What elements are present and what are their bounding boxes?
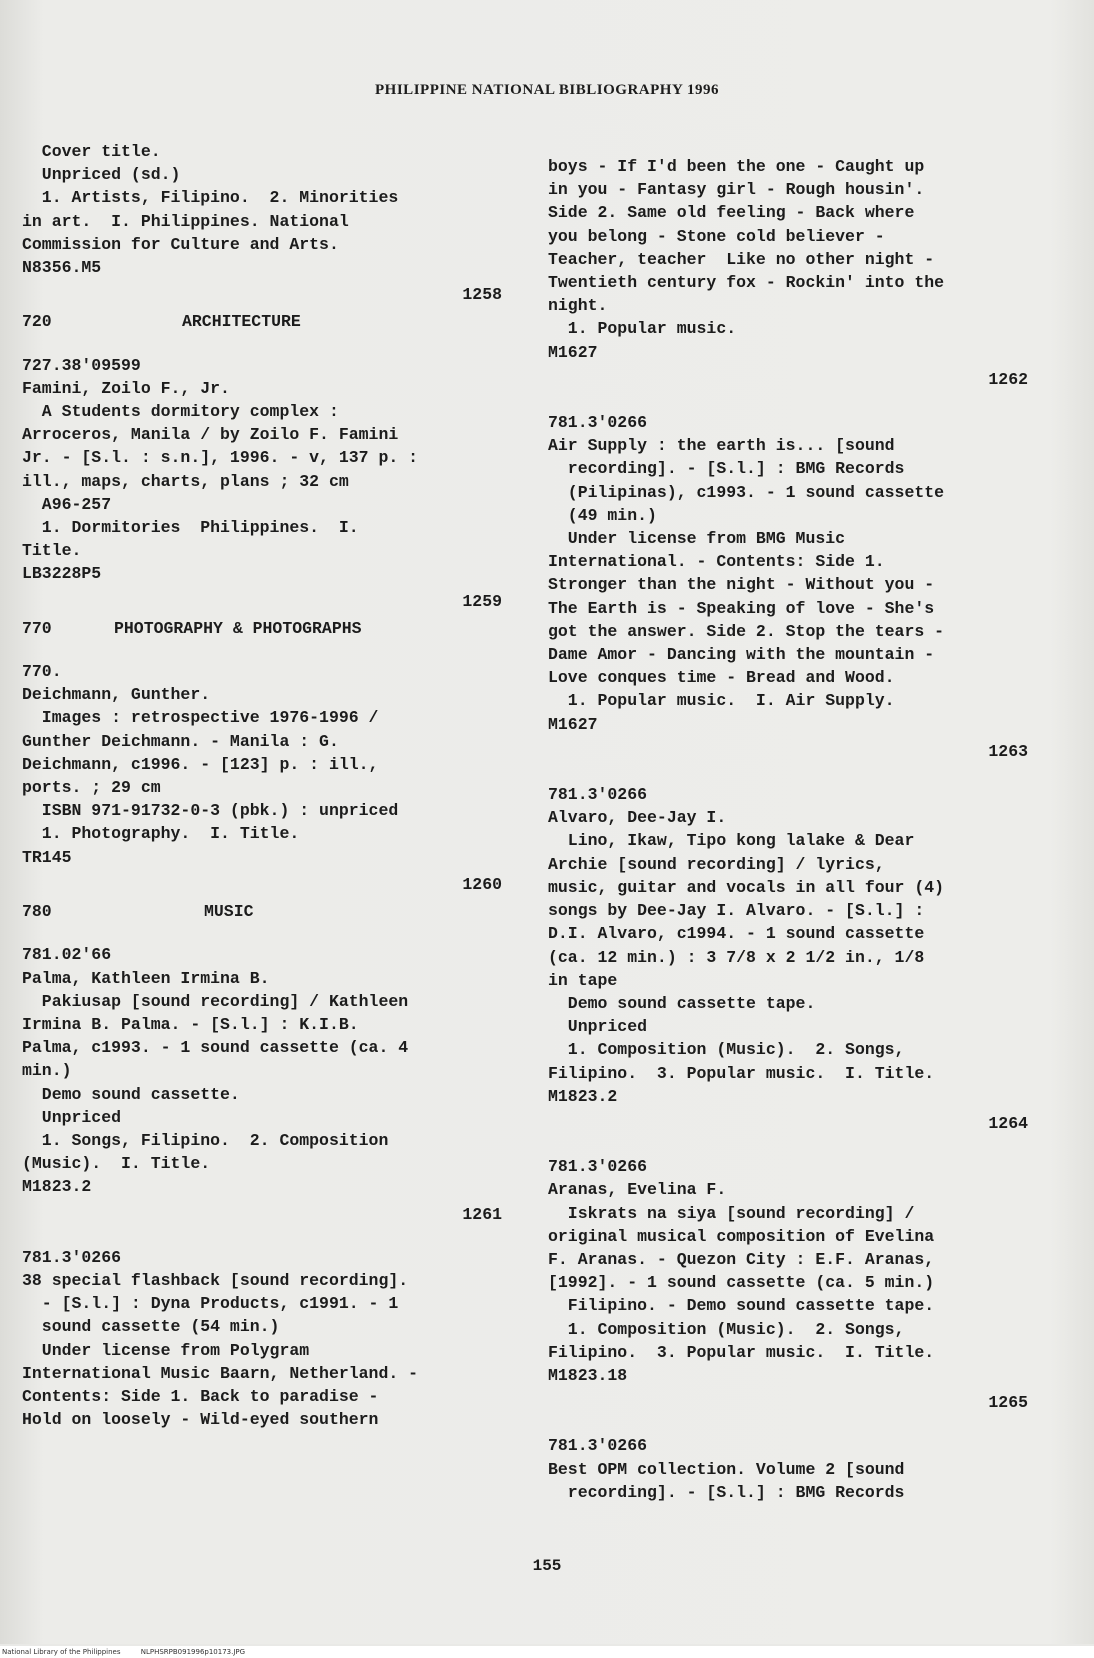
entry-number-1263: 1263 [988,741,1028,761]
text-line: Filipino. 3. Popular music. I. Title. [548,1342,935,1362]
text-line: Love conques time - Bread and Wood. [548,668,895,688]
text-line: 1. Songs, Filipino. 2. Composition [22,1130,389,1150]
text-line: Filipino. - Demo sound cassette tape. [548,1296,935,1316]
text-line: - [S.l.] : Dyna Products, c1991. - 1 [22,1294,399,1314]
text-line: TR145 [22,847,72,867]
text-line: Air Supply : the earth is... [sound [548,436,895,456]
text-line: ISBN 971-91732-0-3 (pbk.) : unpriced [22,801,399,821]
text-line: 781.3'0266 [548,1436,648,1456]
text-line: Images : retrospective 1976-1996 / [22,708,379,728]
text-line: Lino, Ikaw, Tipo kong lalake & Dear [548,831,915,851]
text-line: International. - Contents: Side 1. [548,552,885,572]
text-line: Best OPM collection. Volume 2 [sound [548,1459,905,1479]
section-code: 780 [22,902,52,922]
text-line: music, guitar and vocals in all four (4) [548,877,945,897]
text-line: recording]. - [S.l.] : BMG Records [548,1482,905,1502]
text-line: N8356.M5 [22,258,102,278]
left-column [22,140,512,1431]
text-line: min.) [22,1061,72,1081]
section-780-heading [22,900,512,923]
page-number: 155 [532,1557,562,1575]
text-line: Arroceros, Manila / by Zoilo F. Famini [22,425,399,445]
text-line: Filipino. 3. Popular music. I. Title. [548,1063,935,1083]
text-line: recording]. - [S.l.] : BMG Records [548,459,905,479]
text-line: The Earth is - Speaking of love - She's [548,598,935,618]
text-line: Pakiusap [sound recording] / Kathleen [22,991,409,1011]
text-line: Iskrats na siya [sound recording] / [548,1203,915,1223]
entry-number-1258: 1258 [462,285,502,305]
text-line: 1. Popular music. I. Air Supply. [548,691,895,711]
section-title: ARCHITECTURE [182,312,301,332]
text-line: Under license from Polygram [22,1340,310,1360]
text-line: (Music). I. Title. [22,1154,211,1174]
text-line: you belong - Stone cold believer - [548,226,885,246]
text-line: 781.3'0266 [548,1157,648,1177]
text-line: sound cassette (54 min.) [22,1317,280,1337]
section-title: PHOTOGRAPHY & PHOTOGRAPHS [114,618,362,638]
text-line: Palma, Kathleen Irmina B. [22,968,270,988]
text-line: got the answer. Side 2. Stop the tears - [548,621,945,641]
text-line: 781.02'66 [22,945,112,965]
text-line: Famini, Zoilo F., Jr. [22,378,230,398]
text-line: (Pilipinas), c1993. - 1 sound cassette [548,482,945,502]
text-line: LB3228P5 [22,564,102,584]
entry-1257-tail [22,140,512,279]
entry-1260 [22,943,512,1198]
section-770-heading [22,617,512,640]
text-line: M1627 [548,714,598,734]
text-line: Teacher, teacher Like no other night - [548,249,935,269]
text-line: Side 2. Same old feeling - Back where [548,203,915,223]
text-line: boys - If I'd been the one - Caught up [548,157,925,176]
text-line: Archie [sound recording] / lyrics, [548,854,885,874]
text-line: 781.3'0266 [548,413,648,433]
text-line: Under license from BMG Music [548,529,846,549]
text-line: in tape [548,970,618,990]
entry-number-1262: 1262 [988,369,1028,389]
entry-1262 [548,411,1038,736]
text-line: ports. ; 29 cm [22,778,161,798]
text-line: Demo sound cassette tape. [548,993,816,1013]
text-line: Deichmann, c1996. - [123] p. : ill., [22,754,379,774]
text-line: [1992]. - 1 sound cassette (ca. 5 min.) [548,1273,935,1293]
section-title: MUSIC [204,902,254,922]
text-line: 781.3'0266 [548,785,648,805]
text-line: Demo sound cassette. [22,1084,240,1104]
scan-footer [0,1646,1094,1658]
entry-number-1261: 1261 [462,1204,502,1224]
text-line: Stronger than the night - Without you - [548,575,935,595]
text-line: D.I. Alvaro, c1994. - 1 sound cassette [548,924,925,944]
text-line: 38 special flashback [sound recording]. [22,1270,409,1290]
text-line: Twentieth century fox - Rockin' into the [548,273,945,293]
right-column [548,155,1038,1504]
footer-file: NLPHSRPB091996p10173.JPG [140,1648,246,1656]
text-line: in art. I. Philippines. National [22,211,349,231]
entry-1263 [548,783,1038,1108]
text-line: Title. [22,541,82,561]
text-line: Aranas, Evelina F. [548,1180,727,1200]
text-line: M1823.2 [548,1086,618,1106]
text-line: Dame Amor - Dancing with the mountain - [548,645,935,665]
text-line: Hold on loosely - Wild-eyed southern [22,1410,379,1430]
text-line: M1627 [548,342,598,362]
text-line: Unpriced (sd.) [22,165,181,185]
text-line: in you - Fantasy girl - Rough housin'. [548,180,925,200]
entry-1265 [548,1434,1038,1504]
footer-library: National Library of the Philippines [2,1648,121,1656]
text-line: M1823.18 [548,1365,628,1385]
entry-1261 [22,1246,512,1432]
section-code: 720 [22,312,52,332]
text-line: original musical composition of Evelina [548,1226,935,1246]
text-line: Jr. - [S.l. : s.n.], 1996. - v, 137 p. : [22,448,419,468]
text-line: 1. Composition (Music). 2. Songs, [548,1319,905,1339]
text-line: ill., maps, charts, plans ; 32 cm [22,471,349,491]
entry-number-1264: 1264 [988,1113,1028,1133]
text-line: A Students dormitory complex : [22,402,339,422]
text-line: Palma, c1993. - 1 sound cassette (ca. 4 [22,1038,409,1058]
text-line: 1. Composition (Music). 2. Songs, [548,1040,905,1060]
entry-number-1259: 1259 [462,591,502,611]
text-line: songs by Dee-Jay I. Alvaro. - [S.l.] : [548,901,925,921]
text-line: Irmina B. Palma. - [S.l.] : K.I.B. [22,1014,359,1034]
text-line: (49 min.) [548,505,657,525]
text-line: Deichmann, Gunther. [22,685,211,705]
text-line: 770. [22,662,62,682]
page-header: PHILIPPINE NATIONAL BIBLIOGRAPHY 1996 [375,82,719,98]
text-line: Alvaro, Dee-Jay I. [548,808,727,828]
text-line: M1823.2 [22,1177,92,1197]
text-line: (ca. 12 min.) : 3 7/8 x 2 1/2 in., 1/8 [548,947,925,967]
text-line: Commission for Culture and Arts. [22,234,339,254]
text-line: 1. Photography. I. Title. [22,824,300,844]
text-line: 1. Artists, Filipino. 2. Minorities [22,188,399,208]
entry-1261-tail [548,155,1038,364]
text-line: International Music Baarn, Netherland. - [22,1363,419,1383]
text-line: Gunther Deichmann. - Manila : G. [22,731,339,751]
text-line: 781.3'0266 [22,1247,122,1267]
entry-1258 [22,354,512,586]
text-line: Unpriced [22,1107,122,1127]
text-line: Cover title. [22,142,161,161]
entry-number-1265: 1265 [988,1393,1028,1413]
text-line: night. [548,296,608,316]
section-code: 770 [22,618,52,638]
text-line: 1. Dormitories Philippines. I. [22,518,359,538]
entry-1259 [22,660,512,869]
entry-number-1260: 1260 [462,874,502,894]
text-line: 1. Popular music. [548,319,737,339]
text-line: Unpriced [548,1017,648,1037]
entry-1264 [548,1155,1038,1387]
text-line: F. Aranas. - Quezon City : E.F. Aranas, [548,1249,935,1269]
section-720-heading [22,310,512,333]
text-line: Contents: Side 1. Back to paradise - [22,1386,379,1406]
text-line: 727.38'09599 [22,355,141,375]
text-line: A96-257 [22,494,112,514]
